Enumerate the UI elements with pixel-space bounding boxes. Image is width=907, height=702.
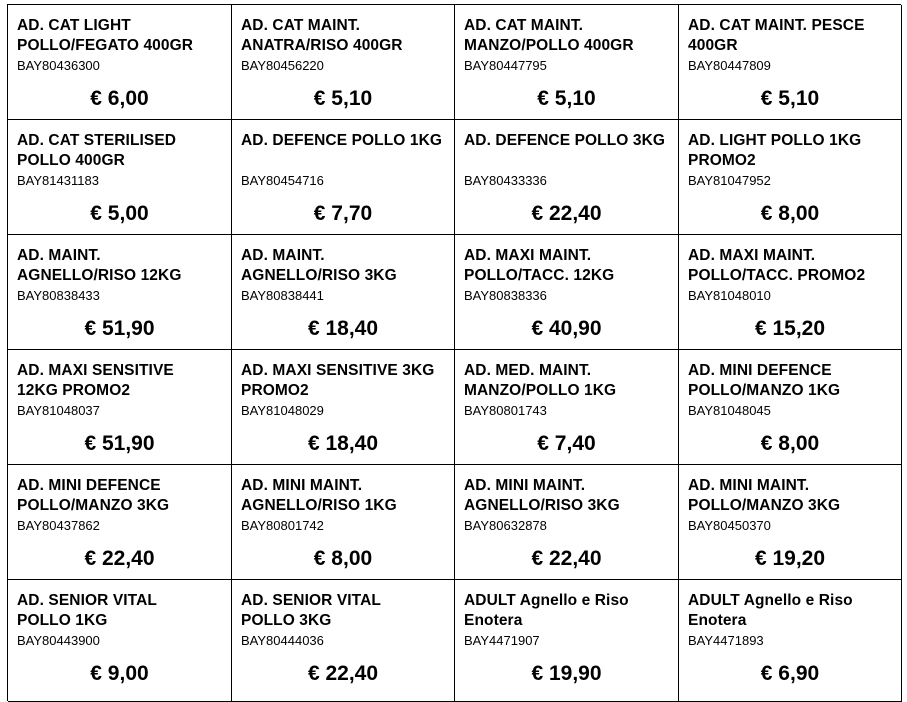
product-code: BAY80454716: [241, 173, 324, 188]
product-code: BAY80437862: [17, 518, 100, 533]
product-code: BAY4471907: [464, 633, 540, 648]
product-label: [679, 120, 902, 235]
product-price: € 22,40: [531, 547, 602, 570]
product-price: € 8,00: [760, 202, 820, 225]
product-name: AD. MAXI SENSITIVE 3KG PROMO2: [241, 362, 435, 399]
product-code: BAY4471893: [688, 633, 764, 648]
product-label: [8, 465, 232, 580]
product-price: € 22,40: [531, 202, 602, 225]
product-name: AD. SENIOR VITAL POLLO 3KG: [241, 592, 381, 629]
product-price: € 5,10: [313, 87, 373, 110]
product-price: € 22,40: [307, 662, 379, 685]
product-price: € 18,40: [307, 432, 379, 455]
product-label: [8, 235, 232, 350]
product-price: € 9,00: [90, 662, 149, 685]
product-label: [455, 350, 679, 465]
product-name: AD. MAXI SENSITIVE 12KG PROMO2: [17, 362, 174, 399]
product-name: AD. MINI MAINT. POLLO/MANZO 3KG: [688, 477, 841, 514]
product-price: € 7,70: [313, 202, 373, 225]
product-name: AD. LIGHT POLLO 1KG PROMO2: [688, 132, 862, 169]
product-label: [232, 580, 455, 702]
product-name: ADULT Agnello e Riso Enotera: [464, 592, 629, 629]
product-label: [679, 5, 902, 120]
product-price: € 51,90: [84, 317, 155, 340]
product-code: BAY80838336: [464, 288, 547, 303]
product-name: AD. DEFENCE POLLO 3KG: [464, 132, 666, 149]
product-name: AD. MAXI MAINT. POLLO/TACC. 12KG: [464, 247, 615, 284]
product-code: BAY80456220: [241, 58, 324, 73]
product-code: BAY80838433: [17, 288, 100, 303]
product-code: BAY80450370: [688, 518, 771, 533]
product-name: AD. CAT MAINT. PESCE 400GR: [688, 17, 865, 54]
product-label: [232, 350, 455, 465]
product-price: € 7,40: [537, 432, 596, 455]
product-price: € 5,10: [760, 87, 820, 110]
product-name: AD. MINI DEFENCE POLLO/MANZO 3KG: [17, 477, 170, 514]
product-label: [455, 5, 679, 120]
product-name: AD. MAXI MAINT. POLLO/TACC. PROMO2: [688, 247, 866, 284]
product-label: [679, 235, 902, 350]
product-price: € 19,20: [754, 547, 826, 570]
product-price: € 6,90: [760, 662, 820, 685]
product-code: BAY81048037: [17, 403, 100, 418]
product-price: € 6,00: [90, 87, 149, 110]
product-name: AD. MAINT. AGNELLO/RISO 3KG: [241, 247, 397, 284]
product-label: [455, 120, 679, 235]
product-price: € 19,90: [531, 662, 602, 685]
product-label: [8, 5, 232, 120]
product-name: AD. MED. MAINT. MANZO/POLLO 1KG: [464, 362, 617, 399]
product-code: BAY80632878: [464, 518, 547, 533]
product-label: [455, 235, 679, 350]
product-price: € 8,00: [313, 547, 373, 570]
product-name: AD. MINI MAINT. AGNELLO/RISO 1KG: [241, 477, 397, 514]
product-code: BAY81048010: [688, 288, 771, 303]
product-code: BAY80447795: [464, 58, 547, 73]
product-label: [679, 580, 902, 702]
product-price: € 5,00: [90, 202, 149, 225]
product-name: AD. MAINT. AGNELLO/RISO 12KG: [17, 247, 182, 284]
product-price: € 51,90: [84, 432, 155, 455]
product-price: € 40,90: [531, 317, 602, 340]
product-name: AD. CAT MAINT. MANZO/POLLO 400GR: [464, 17, 634, 54]
product-label: [455, 465, 679, 580]
product-name: AD. MINI MAINT. AGNELLO/RISO 3KG: [464, 477, 620, 514]
product-label: [679, 350, 902, 465]
product-label: [8, 580, 232, 702]
product-label: [455, 580, 679, 702]
product-price: € 18,40: [307, 317, 379, 340]
product-name: AD. MINI DEFENCE POLLO/MANZO 1KG: [688, 362, 841, 399]
product-label: [679, 465, 902, 580]
product-code: BAY80433336: [464, 173, 547, 188]
product-name: AD. CAT MAINT. ANATRA/RISO 400GR: [241, 17, 403, 54]
product-code: BAY80436300: [17, 58, 100, 73]
product-price: € 5,10: [537, 87, 596, 110]
product-code: BAY81048045: [688, 403, 771, 418]
product-label: [232, 465, 455, 580]
product-label: [8, 350, 232, 465]
product-price: € 22,40: [84, 547, 155, 570]
product-price: € 15,20: [754, 317, 826, 340]
product-label: [232, 120, 455, 235]
product-price: € 8,00: [760, 432, 820, 455]
product-code: BAY81431183: [17, 173, 99, 188]
product-code: BAY81047952: [688, 173, 771, 188]
product-code: BAY80801742: [241, 518, 324, 533]
product-label: [8, 120, 232, 235]
product-name: AD. CAT LIGHT POLLO/FEGATO 400GR: [17, 17, 194, 54]
product-name: AD. CAT STERILISED POLLO 400GR: [17, 132, 177, 169]
product-code: BAY80444036: [241, 633, 324, 648]
product-name: ADULT Agnello e Riso Enotera: [688, 592, 853, 629]
product-name: AD. DEFENCE POLLO 1KG: [241, 132, 443, 149]
price-label-sheet: [7, 4, 901, 701]
product-code: BAY80838441: [241, 288, 324, 303]
product-code: BAY80801743: [464, 403, 547, 418]
product-code: BAY80447809: [688, 58, 771, 73]
product-label: [232, 5, 455, 120]
product-name: AD. SENIOR VITAL POLLO 1KG: [17, 592, 157, 629]
product-code: BAY81048029: [241, 403, 324, 418]
product-label: [232, 235, 455, 350]
product-code: BAY80443900: [17, 633, 100, 648]
